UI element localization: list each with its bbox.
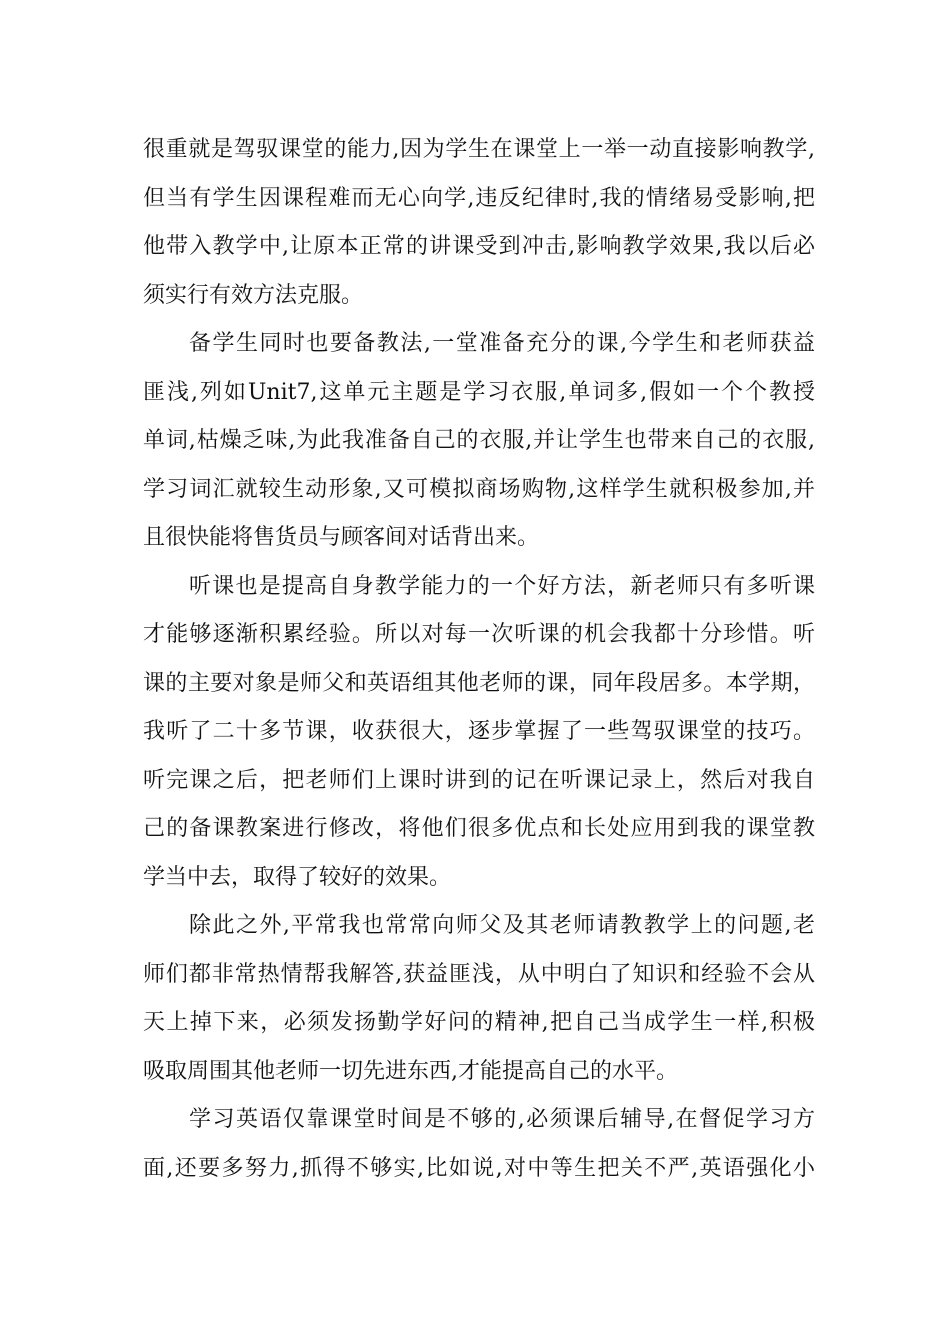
paragraph-lesson-observation [143, 563, 815, 903]
paragraph-teaching-methods [143, 320, 815, 563]
text-line: 听课也是提高自身教学能力的一个好方法，新老师只有多听课 [189, 573, 815, 599]
text-line: 吸取周围其他老师一切先进东西,才能提高自己的水平。 [143, 1058, 678, 1084]
text-line: 学习英语仅靠课堂时间是不够的,必须课后辅导,在督促学习方 [189, 1107, 815, 1132]
text-line: 但当有学生因课程难而无心向学,违反纪律时,我的情绪易受影响,把 [143, 185, 815, 211]
text-line: 须实行有效方法克服。 [143, 282, 364, 308]
paragraph-classroom-control [143, 126, 815, 320]
text-line: 天上掉下来，必须发扬勤学好问的精神,把自己当成学生一样,积极 [143, 1010, 815, 1035]
text-line: 师们都非常热情帮我解答,获益匪浅，从中明白了知识和经验不会从 [143, 961, 815, 987]
text-line: 才能够逐渐积累经验。所以对每一次听课的机会我都十分珍惜。听 [143, 622, 815, 647]
text-line: 很重就是驾驭课堂的能力,因为学生在课堂上一举一动直接影响教学, [143, 137, 815, 162]
text-line: 己的备课教案进行修改，将他们很多优点和长处应用到我的课堂教 [143, 816, 815, 841]
text-line: 听完课之后，把老师们上课时讲到的记在听课记录上，然后对我自 [143, 767, 815, 793]
text-line: 备学生同时也要备教法,一堂准备充分的课,今学生和老师获益 [189, 331, 815, 356]
paragraph-after-class-tutoring [143, 1096, 815, 1193]
text-line: 且很快能将售货员与顾客间对话背出来。 [143, 525, 540, 550]
text-line: 单词,枯燥乏味,为此我准备自己的衣服,并让学生也带来自己的衣服, [143, 428, 815, 453]
text-line: 除此之外,平常我也常常向师父及其老师请教教学上的问题,老 [189, 913, 815, 938]
text-line: 学习词汇就较生动形象,又可模拟商场购物,这样学生就积极参加,并 [143, 476, 815, 502]
text-line: 我听了二十多节课，收获很大，逐步掌握了一些驾驭课堂的技巧。 [143, 719, 815, 744]
text-line: 他带入教学中,让原本正常的讲课受到冲击,影响教学效果,我以后必 [143, 234, 815, 259]
text-line: 面,还要多努力,抓得不够实,比如说,对中等生把关不严,英语强化小 [143, 1155, 815, 1181]
text-line: 学当中去，取得了较好的效果。 [143, 864, 452, 890]
text-line: 课的主要对象是师父和英语组其他老师的课，同年段居多。本学期， [143, 670, 815, 696]
text-line: 匪浅,列如Unit7,这单元主题是学习衣服,单词多,假如一个个教授 [143, 379, 815, 405]
paragraph-seeking-advice [143, 902, 815, 1096]
document-body [143, 126, 815, 1193]
